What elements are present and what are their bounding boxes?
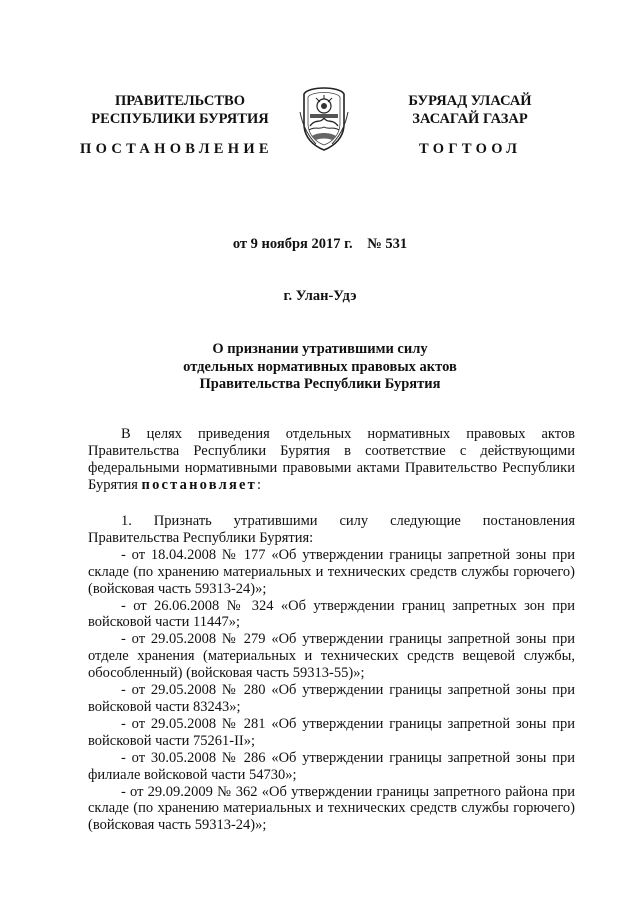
title-line1: О признании утратившими силу xyxy=(212,341,428,357)
header-right-line2: ЗАСАГАЙ ГАЗАР xyxy=(412,111,528,127)
list-item: - от 29.09.2009 № 362 «Об утверждении границы запретного района при складе (по хранению материальных и технических средств службы горючего) (войсковая часть 59313-24)»; xyxy=(88,783,575,834)
decree-word: постановляет xyxy=(141,476,257,493)
list-item: - от 30.05.2008 № 286 «Об утверждении границы запретной зоны при филиале войсковой части 54730»; xyxy=(88,749,575,783)
header-left xyxy=(82,92,278,128)
doc-number: № 531 xyxy=(367,236,408,252)
title-line2: отдельных нормативных правовых актов xyxy=(183,358,457,375)
doc-title xyxy=(0,341,640,394)
list-item: - от 18.04.2008 № 177 «Об утверждении границы запретной зоны при складе (по хранению материальных и технических средств службы горючего) (войсковая часть 59313-24)»; xyxy=(88,546,575,597)
decree-colon: : xyxy=(256,476,261,493)
city: г. Улан-Удэ xyxy=(283,288,357,304)
list-item: - от 26.06.2008 № 324 «Об утверждении границ запретных зон при войсковой части 11447»; xyxy=(88,597,575,631)
buryatia-coat-of-arms-icon xyxy=(298,82,350,152)
list-item: - от 29.05.2008 № 280 «Об утверждении границы запретной зоны при войсковой части 83243»; xyxy=(88,682,575,715)
doc-type-ru: ПОСТАНОВЛЕНИЕ xyxy=(80,141,273,157)
header-right xyxy=(380,92,560,128)
header-left-line1: ПРАВИТЕЛЬСТВО xyxy=(115,93,245,109)
list-item: - от 29.05.2008 № 279 «Об утверждении границы запретной зоны при отделе хранения (материальных и технических средств вещевой службы, обособленный) (войсковая часть 59313-55)»; xyxy=(88,631,575,682)
list-item: - от 29.05.2008 № 281 «Об утверждении границы запретной зоны при войсковой части 75261-II»; xyxy=(88,715,575,749)
point-1-block xyxy=(88,513,575,834)
preamble-paragraph xyxy=(88,426,575,494)
point-1: 1. Признать утратившими силу следующие постановления Правительства Республики Бурятия: xyxy=(88,513,575,546)
doc-date: от 9 ноября 2017 г. xyxy=(232,236,353,252)
header-right-line1: БУРЯАД УЛАСАЙ xyxy=(408,93,532,109)
title-line3: Правительства Республики Бурятия xyxy=(199,376,441,392)
header-left-line2: РЕСПУБЛИКИ БУРЯТИЯ xyxy=(91,111,269,127)
doc-type-bua: ТОГТООЛ xyxy=(419,141,522,157)
date-number-line xyxy=(0,236,640,253)
preamble-text: В целях приведения отдельных нормативных правовых актов Правительства Республики Бурятия в соответствие с действующими федеральными нормативными правовыми актами Правительство Республики Бурятия xyxy=(88,426,575,493)
preamble-block xyxy=(88,426,575,494)
